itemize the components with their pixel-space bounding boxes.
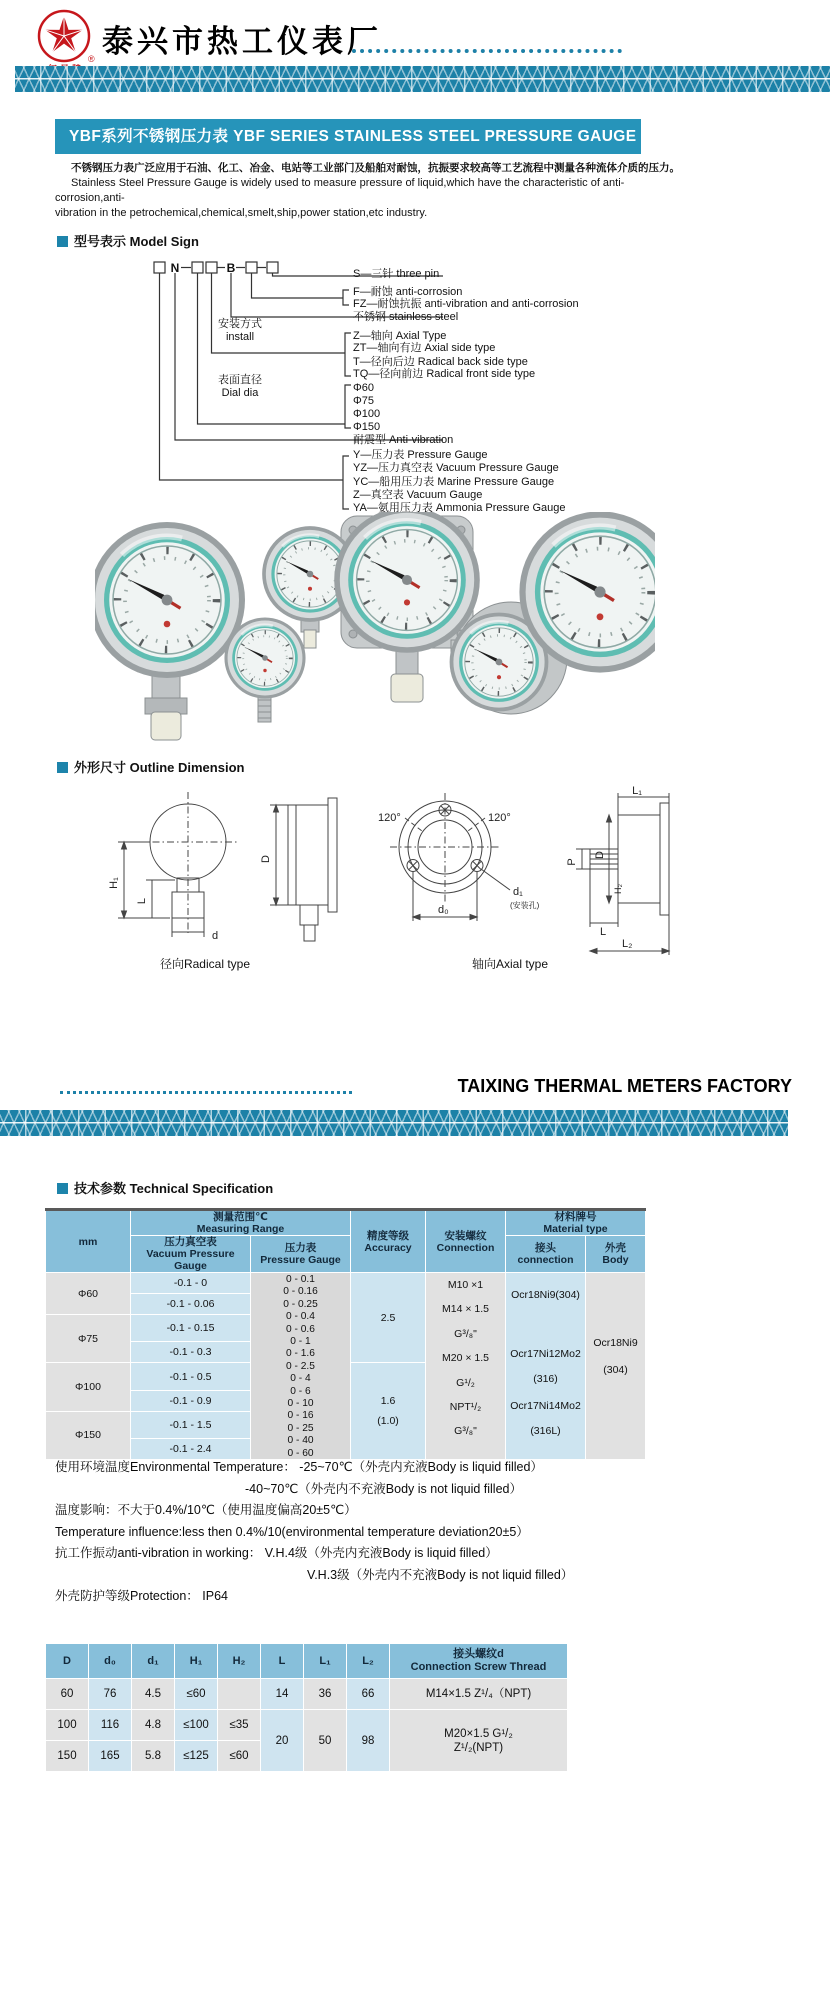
model-option: Φ60	[353, 382, 375, 394]
dim-col-header: D	[46, 1644, 89, 1679]
dim-cell: ≤100	[175, 1710, 218, 1741]
dim-cell: 5.8	[132, 1741, 175, 1772]
dim-col-header: d₁	[132, 1644, 175, 1679]
spec-table	[45, 1208, 646, 1460]
dim-cell: 66	[347, 1679, 390, 1710]
vacuum-range-cell: -0.1 - 0.5	[131, 1363, 251, 1390]
product-photo-illustration	[95, 512, 655, 767]
dim-label: D	[594, 851, 606, 859]
model-option: Φ100	[353, 408, 381, 420]
vacuum-range-cell: -0.1 - 0.9	[131, 1390, 251, 1411]
model-option: F—耐蚀 anti-corrosion	[353, 286, 463, 298]
dim-cell: 36	[304, 1679, 347, 1710]
series-title-bar: YBF系列不锈钢压力表 YBF SERIES STAINLESS STEEL PRESSURE GAUGE	[55, 119, 641, 154]
col-header-pressure: 压力表 Pressure Gauge	[251, 1236, 351, 1273]
dim-cell: 4.5	[132, 1679, 175, 1710]
dim-cell: ≤125	[175, 1741, 218, 1772]
note-line: 外壳防护等级Protection： IP64	[55, 1589, 228, 1603]
dim-col-header: L₂	[347, 1644, 390, 1679]
dim-col-header: d₀	[89, 1644, 132, 1679]
diameter-cell: Φ150	[46, 1411, 131, 1459]
vacuum-range-cell: -0.1 - 2.4	[131, 1439, 251, 1460]
factory-name-en: TAIXING THERMAL METERS FACTORY	[457, 1076, 792, 1096]
axial-type-caption: 轴向Axial type	[471, 957, 549, 971]
dim-cell: 98	[347, 1710, 390, 1772]
model-option: YZ—压力真空表 Vacuum Pressure Gauge	[353, 462, 559, 474]
dim-label: d₁	[513, 886, 523, 898]
intro-chinese: 不锈钢压力表广泛应用于石油、化工、冶金、电站等工业部门及船舶对耐蚀，抗振要求较高等工艺流程中测量各种流体介质的压力。	[71, 162, 680, 174]
dim-label: P	[566, 858, 578, 866]
radial-type-caption: 径向Radical type	[159, 957, 251, 971]
dim-cell: 14	[261, 1679, 304, 1710]
note-line: 抗工作振动anti-vibration in working： V.H.4级（外壳内充液Body is liquid filled）	[55, 1546, 498, 1560]
model-code-b: B	[226, 261, 236, 275]
intro-paragraph	[55, 161, 680, 221]
model-option: Y—压力表 Pressure Gauge	[353, 449, 488, 461]
note-line: Temperature influence:less then 0.4%/10(environmental temperature deviation20±5）	[55, 1524, 529, 1539]
dim-col-header: H₁	[175, 1644, 218, 1679]
accuracy-cell: 1.6 (1.0)	[351, 1363, 426, 1460]
body-material-cell: Ocr18Ni9 (304)	[586, 1273, 646, 1460]
dim-label: L₂	[622, 938, 633, 950]
dim-label: L	[136, 897, 148, 905]
note-line: 温度影响：不大于0.4%/10℃（使用温度偏高20±5℃）	[55, 1503, 357, 1517]
model-option: YA—氨用压力表 Ammonia Pressure Gauge	[353, 502, 566, 514]
vacuum-range-cell: -0.1 - 0.15	[131, 1315, 251, 1342]
vacuum-range-cell: -0.1 - 0	[131, 1273, 251, 1294]
diameter-cell: Φ60	[46, 1273, 131, 1315]
dim-label: (安装孔)	[510, 901, 540, 910]
model-option: S—三针 three pin	[353, 268, 440, 280]
connection-list: M10 ×1 M14 × 1.5 G³/₈" M20 × 1.5 G¹/₂ NPT¹/₂ G³/₈"	[426, 1273, 506, 1460]
model-option: Z—真空表 Vacuum Gauge	[353, 489, 483, 501]
dim-cell: ≤35	[218, 1710, 261, 1741]
registered-mark: ®	[88, 54, 95, 64]
model-option: Φ75	[353, 395, 375, 407]
col-header-material: 材料牌号 Material type	[506, 1210, 646, 1236]
col-header-joint: 接头 connection	[506, 1236, 586, 1273]
dim-cell: 76	[89, 1679, 132, 1710]
dim-label: L	[600, 926, 607, 938]
col-header-body: 外壳 Body	[586, 1236, 646, 1273]
dim-cell: ≤60	[175, 1679, 218, 1710]
factory-name: 泰兴市热工仪表厂	[102, 24, 382, 59]
accuracy-cell: 2.5	[351, 1273, 426, 1363]
dim-cell: 50	[304, 1710, 347, 1772]
dim-col-header: L₁	[304, 1644, 347, 1679]
col-header-accuracy: 精度等级 Accuracy	[351, 1210, 426, 1273]
outline-drawing	[60, 783, 770, 983]
decorative-band-middle	[0, 1110, 788, 1136]
section-marker-icon	[57, 762, 68, 773]
dim-col-header: L	[261, 1644, 304, 1679]
header-dotted-line	[352, 49, 622, 53]
dim-label: H₁	[108, 877, 120, 889]
col-header-mm: mm	[46, 1210, 131, 1273]
dimension-table	[45, 1643, 568, 1772]
model-option: 不锈钢 stainless steel	[353, 311, 459, 323]
dim-cell	[218, 1679, 261, 1710]
dim-label: d₀	[438, 904, 449, 916]
note-line: -40~70℃（外壳内不充液Body is not liquid filled）	[245, 1481, 522, 1496]
dim-col-header: H₂	[218, 1644, 261, 1679]
note-line: 使用环境温度Environmental Temperature： -25~70℃（外壳内充液Body is liquid filled）	[55, 1460, 543, 1474]
banner-dotted-line	[60, 1091, 352, 1094]
dim-cell: 20	[261, 1710, 304, 1772]
model-option: ZT—轴向有边 Axial side type	[353, 342, 496, 354]
intro-english-line1: Stainless Steel Pressure Gauge is widely used to measure pressure of liquid,which have the characteristic of anti-corrosion,anti-	[55, 177, 625, 204]
model-option: Φ150	[353, 421, 381, 433]
model-option: FZ—耐蚀抗振 anti-vibration and anti-corrosion	[353, 298, 579, 310]
dim-cell: 60	[46, 1679, 89, 1710]
model-option: TQ—径向前边 Radical front side type	[353, 368, 536, 380]
dim-cell: ≤60	[218, 1741, 261, 1772]
spec-section-title: 技术参数 Technical Specification	[57, 1178, 273, 1197]
dim-cell-thread: M20×1.5 G¹/₂ Z¹/₂(NPT)	[390, 1710, 568, 1772]
decorative-band-top	[15, 66, 830, 92]
col-header-range: 测量范围℃ Measuring Range	[131, 1210, 351, 1236]
col-header-vacuum: 压力真空表 Vacuum Pressure Gauge	[131, 1236, 251, 1273]
model-sign-section-title: 型号表示 Model Sign	[57, 231, 199, 250]
vacuum-range-cell: -0.1 - 0.3	[131, 1342, 251, 1363]
technical-notes	[55, 1460, 573, 1611]
note-line: V.H.3级（外壳内不充液Body is not liquid filled）	[307, 1567, 574, 1582]
dim-label: d	[212, 930, 219, 942]
model-option: T—径向后边 Radical back side type	[353, 356, 528, 368]
model-option: 耐震型 Anti-vibration	[353, 434, 454, 446]
section-marker-icon	[57, 236, 68, 247]
dim-label: 120°	[378, 812, 401, 824]
dim-cell: 116	[89, 1710, 132, 1741]
dim-label: L₁	[632, 785, 642, 797]
vacuum-range-cell: -0.1 - 0.06	[131, 1294, 251, 1315]
diameter-cell: Φ100	[46, 1363, 131, 1411]
vacuum-range-cell: -0.1 - 1.5	[131, 1411, 251, 1438]
dim-col-header-thread: 接头螺纹d Connection Screw Thread	[390, 1644, 568, 1679]
install-caption: 安装方式 install	[218, 318, 262, 343]
dim-cell: 100	[46, 1710, 89, 1741]
model-option: Z—轴向 Axial Type	[353, 330, 447, 342]
dim-label: 120°	[488, 812, 511, 824]
outline-section-title: 外形尺寸 Outline Dimension	[57, 757, 244, 776]
dim-label: D	[260, 855, 272, 863]
dim-cell: 165	[89, 1741, 132, 1772]
intro-english-line2: vibration in the petrochemical,chemical,smelt,ship,power station,etc industry.	[55, 207, 428, 219]
red-star-logo	[36, 6, 102, 64]
col-header-connection: 安装螺纹 Connection	[426, 1210, 506, 1273]
dial-dia-caption: 表面直径 Dial dia	[218, 374, 262, 399]
diameter-cell: Φ75	[46, 1315, 131, 1363]
dim-label: H₂	[613, 884, 623, 894]
dim-cell: 150	[46, 1741, 89, 1772]
pressure-range-list: 0 - 0.1 0 - 0.16 0 - 0.25 0 - 0.4 0 - 0.6 0 - 1 0 - 1.6 0 - 2.5 0 - 4 0 - 6 0 - 10 0 - 16 0 - 25 0 - 40 0 - 60	[251, 1273, 351, 1460]
model-code-n: N	[170, 261, 180, 275]
dim-cell-thread: M14×1.5 Z¹/₄（NPT)	[390, 1679, 568, 1710]
dim-cell: 4.8	[132, 1710, 175, 1741]
joint-material-list: Ocr18Ni9(304) Ocr17Ni12Mo2 (316) Ocr17Ni14Mo2 (316L)	[506, 1273, 586, 1460]
model-option: YC—船用压力表 Marine Pressure Gauge	[353, 476, 555, 488]
section-marker-icon	[57, 1183, 68, 1194]
